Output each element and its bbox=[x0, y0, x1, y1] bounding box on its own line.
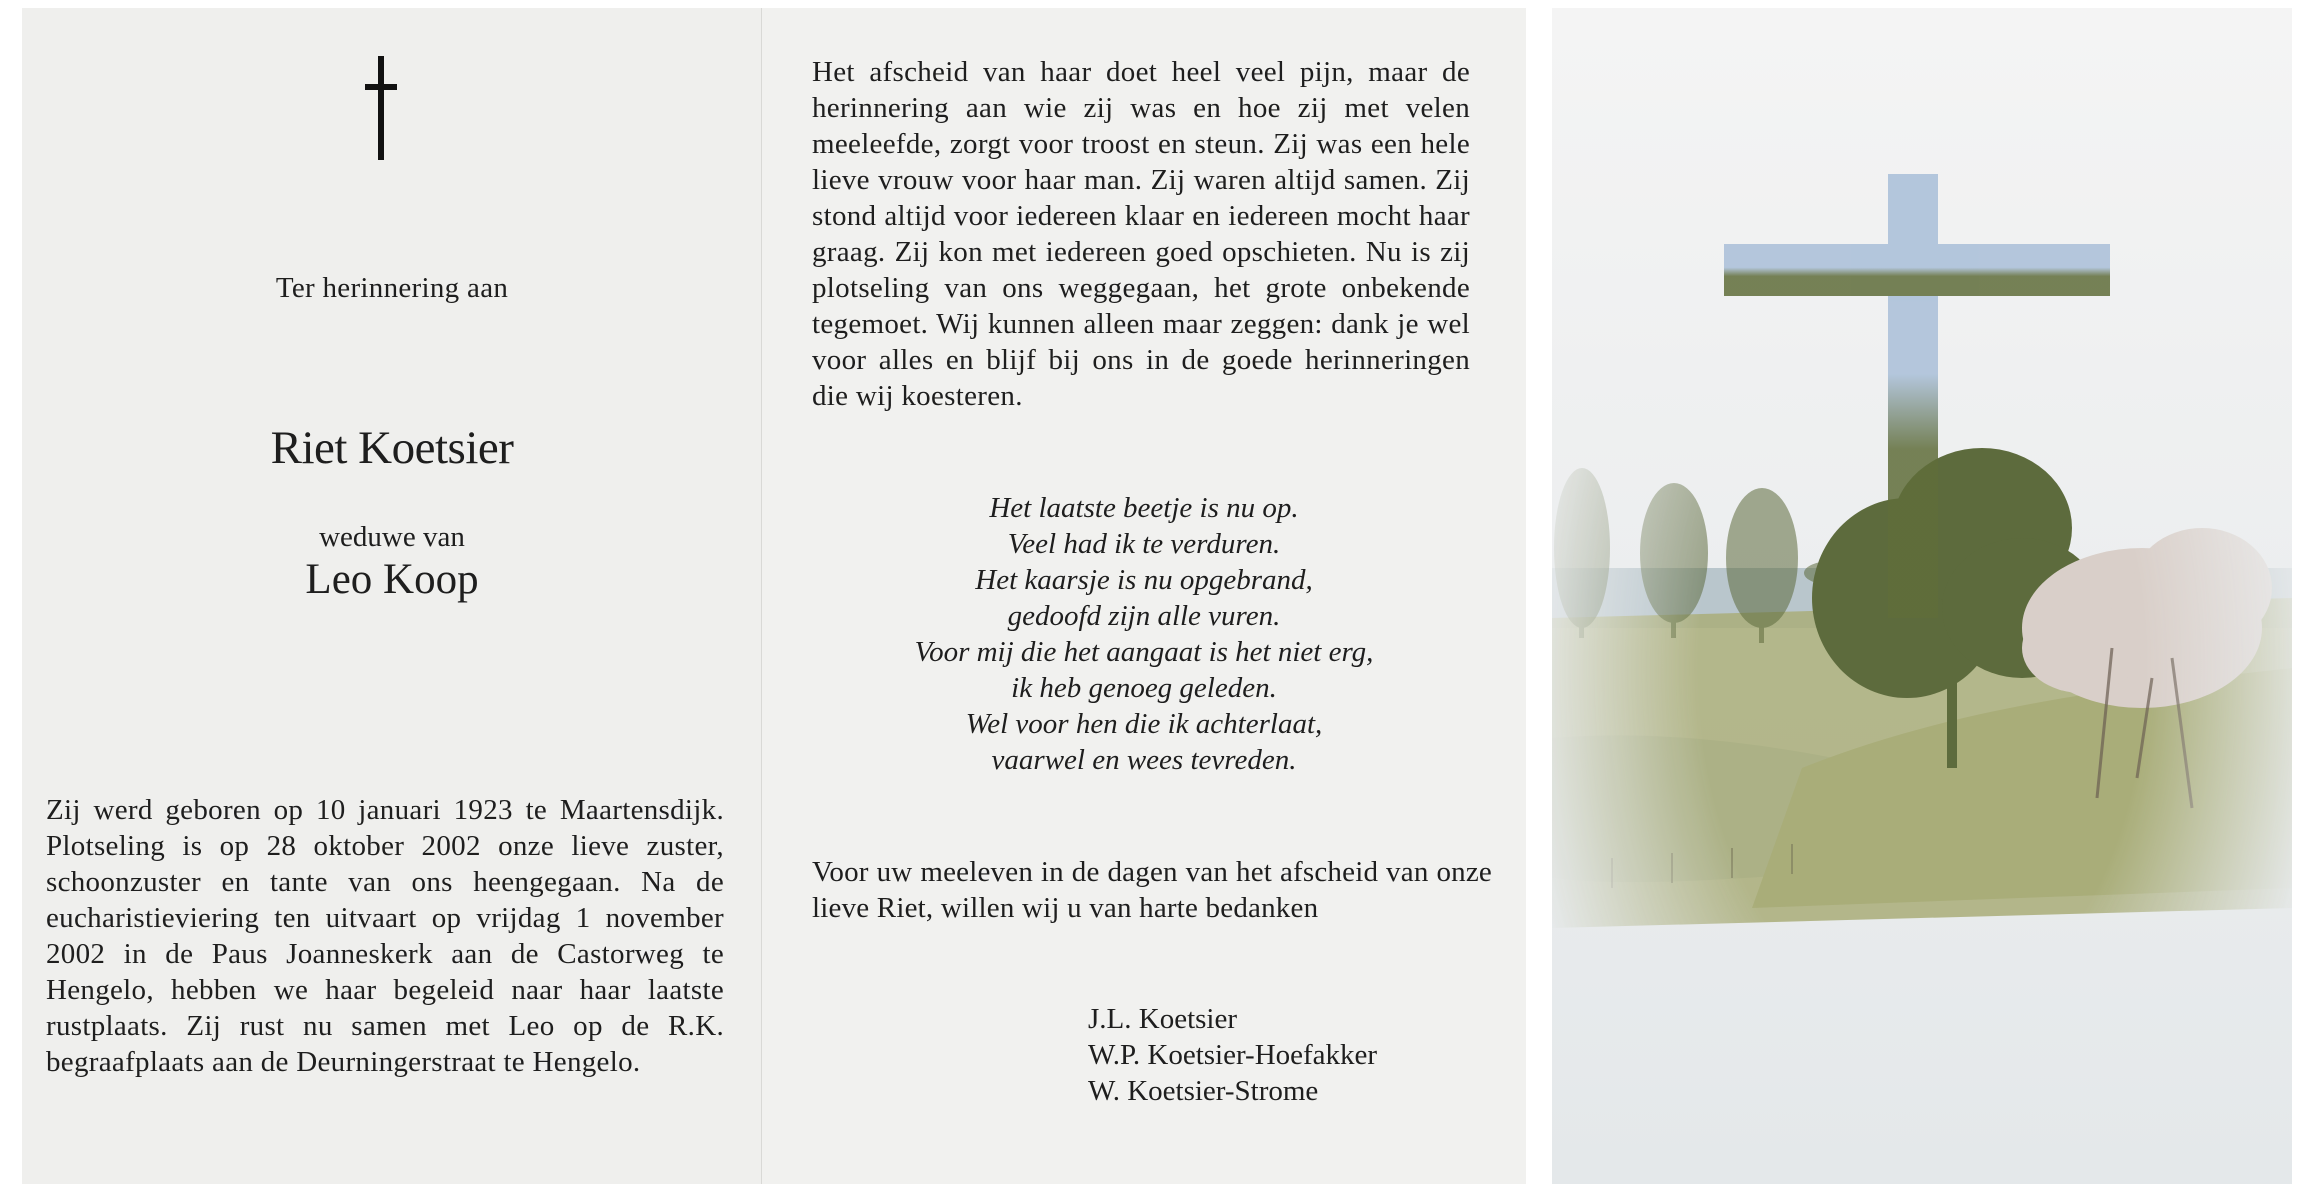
signatures bbox=[1088, 1001, 1377, 1109]
deceased-name: Riet Koetsier bbox=[270, 422, 514, 474]
landscape-with-cross-image bbox=[1552, 8, 2292, 1184]
poem-line: gedoofd zijn alle vuren. bbox=[1007, 600, 1281, 632]
cross-icon bbox=[365, 56, 397, 160]
biography-paragraph: Zij werd geboren op 10 januari 1923 te Maartensdijk. Plotseling is op 28 oktober 2002 onze lieve zuster, schoonzuster en tante van ons heengegaan. Na de eucharistieviering ten uitvaart op vrijdag 1 november 2002 in de Paus Joanneskerk aan de Castorweg te Hengelo, hebben we haar begeleid naar haar laatste rustplaats. Zij rust nu samen met Leo op de R.K. begraafplaats aan de Deurningerstraat te Hengelo. bbox=[46, 794, 724, 1078]
signature-line: W.P. Koetsier-Hoefakker bbox=[1088, 1039, 1378, 1071]
poem-line: Het laatste beetje is nu op. bbox=[989, 492, 1299, 524]
signature-line: W. Koetsier-Strome bbox=[1088, 1075, 1319, 1107]
thanks-paragraph: Voor uw meeleven in de dagen van het afscheid van onze lieve Riet, willen wij u van harte bedanken bbox=[812, 856, 1492, 924]
poem-line: Voor mij die het aangaat is het niet erg, bbox=[914, 636, 1374, 668]
remembrance-label: Ter herinnering aan bbox=[275, 272, 509, 304]
farewell-paragraph: Het afscheid van haar doet heel veel pijn, maar de herinnering aan wie zij was en hoe zij met velen meeleefde, zorgt voor troost en steun. Zij was een hele lieve vrouw voor haar man. Zij waren altijd samen. Zij stond altijd voor iedereen klaar en iedereen mocht haar graag. Zij kon met iedereen goed opschieten. Nu is zij plotseling van ons weggegaan, het grote onbekende tegemoet. Wij kunnen alleen maar zeggen: dank je wel voor alles en blijf bij ons in de goede herinneringen die wij koesteren. bbox=[812, 56, 1470, 412]
poem-line: vaarwel en wees tevreden. bbox=[991, 744, 1297, 776]
card-left-panel bbox=[22, 8, 762, 1184]
poem-line: Wel voor hen die ik achterlaat, bbox=[965, 708, 1323, 740]
poem-line: ik heb genoeg geleden. bbox=[1011, 672, 1277, 704]
widow-label: weduwe van bbox=[319, 521, 465, 553]
signature-line: J.L. Koetsier bbox=[1088, 1003, 1237, 1035]
card-right-panel bbox=[1552, 8, 2292, 1184]
card-middle-panel bbox=[762, 8, 1526, 1184]
poem-line: Het kaarsje is nu opgebrand, bbox=[975, 564, 1313, 596]
poem-line: Veel had ik te verduren. bbox=[1007, 528, 1281, 560]
spouse-name: Leo Koop bbox=[305, 556, 479, 603]
poem bbox=[762, 490, 1526, 778]
